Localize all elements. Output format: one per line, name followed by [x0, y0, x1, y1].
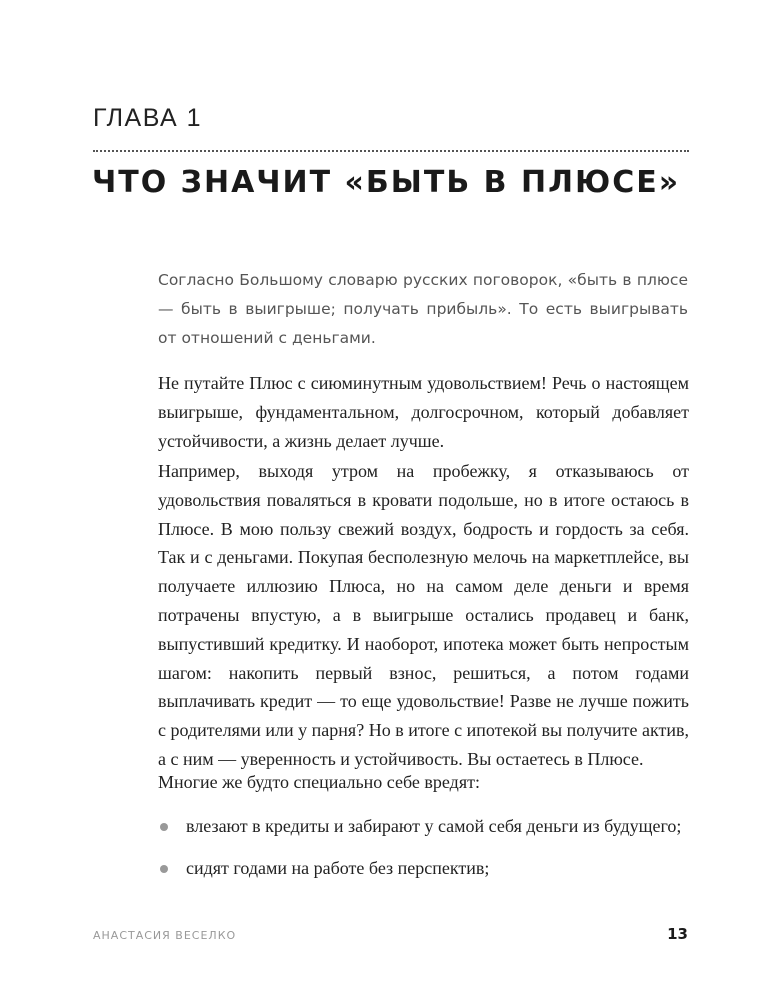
list-item	[158, 854, 689, 882]
footer-author: АНАСТАСИЯ ВЕСЕЛКО	[93, 929, 237, 942]
bullet-list	[158, 812, 689, 896]
page-number: 13	[667, 925, 688, 943]
chapter-label: ГЛАВА 1	[93, 104, 203, 132]
paragraph-3: Многие же будто специально себе вредят:	[158, 772, 480, 792]
paragraph-1: Не путайте Плюс с сиюминутным удовольствием! Речь о настоящем выигрыше, фундаментальном, долгосрочном, который добавляет устойчивости, а жизнь делает лучше.	[158, 373, 689, 451]
list-item-text: влезают в кредиты и забирают у самой себя деньги из будущего;	[186, 816, 682, 836]
bullet-dot-icon	[160, 865, 168, 873]
list-item-text: сидят годами на работе без перспектив;	[186, 858, 490, 878]
paragraph-2: Например, выходя утром на пробежку, я отказываюсь от удовольствия поваляться в кровати подольше, но в итоге остаюсь в Плюсе. В мою пользу свежий воздух, бодрость и гордость за себя. Так и с деньгами. Покупая бесполезную мелочь на маркетплейсе, вы получаете иллюзию Плюса, но на самом деле деньги и время потрачены впустую, а в выигрыше остались продавец и банк, выпустивший кредитку. И наоборот, ипотека может быть непростым шагом: накопить первый взнос, решиться, а потом годами выплачивать кредит — то еще удовольствие! Разве не лучше пожить с родителями или у парня? Но в итоге с ипотекой вы получите актив, а с ним — уверенность и устойчивость. Вы остаетесь в Плюсе.	[158, 461, 689, 769]
epigraph: Согласно Большому словарю русских поговорок, «быть в плюсе — быть в выигрыше; получать прибыль». То есть выигрывать от отношений с деньгами.	[158, 271, 688, 347]
chapter-title: ЧТО ЗНАЧИТ «БЫТЬ В ПЛЮСЕ»	[92, 165, 681, 200]
list-item	[158, 812, 689, 840]
dotted-divider	[93, 150, 689, 152]
bullet-dot-icon	[160, 823, 168, 831]
